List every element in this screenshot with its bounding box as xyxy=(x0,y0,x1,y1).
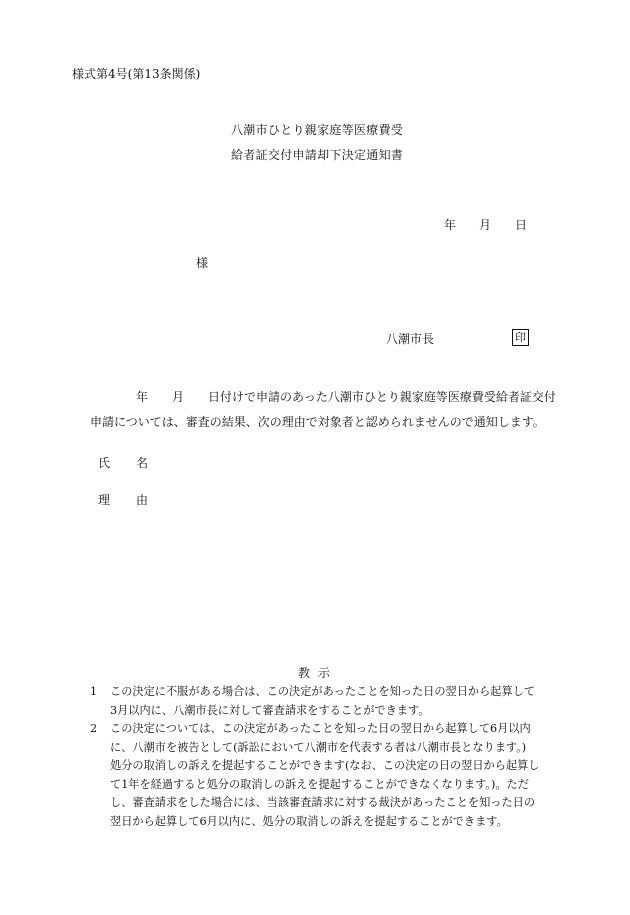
reason-label xyxy=(98,494,148,506)
body-line-2: 申請については、審査の結果、次の理由で対象者と認められませんので通知します。 xyxy=(90,415,545,429)
instruction-item-2-line-2: に、八潮市を被告として(訴訟において八潮市を代表する者は八潮市長となります。) xyxy=(110,740,527,754)
issuer-name: 八潮市長 xyxy=(386,332,435,346)
instruction-title: 教示 xyxy=(298,666,339,680)
document-title-line-2: 給者証交付申請却下決定通知書 xyxy=(231,148,404,162)
instruction-item-1-line-2: 3月以内に、八潮市長に対して審査請求をすることができます。 xyxy=(110,703,430,717)
date-year-label: 年 xyxy=(444,218,457,232)
instruction-item-1-text-1: この決定に不服がある場合は、この決定があったことを知った日の翌日から起算して xyxy=(110,685,536,698)
name-label-char-1: 氏 xyxy=(98,456,111,470)
instruction-item-2-line-1 xyxy=(90,720,540,739)
instruction-item-1-number: 1 xyxy=(90,685,98,698)
body-line-1: 日付けで申請のあった八潮市ひとり親家庭等医療費受給者証交付 xyxy=(208,390,556,404)
addressee-suffix: 様 xyxy=(196,256,209,270)
instruction-item-2-line-4: て1年を経過すると処分の取消しの訴えを提起することができなくなります。)。ただ xyxy=(110,777,529,791)
reason-label-char-1: 理 xyxy=(98,493,111,507)
instruction-item-2-text-1: この決定については、この決定があったことを知った日の翌日から起算して6月以内 xyxy=(110,722,531,735)
date-month-label: 月 xyxy=(479,218,492,232)
seal-mark: 印 xyxy=(512,329,529,346)
body-year-label: 年 xyxy=(136,390,149,404)
instruction-item-1-line-1 xyxy=(90,683,535,702)
instruction-item-2-number: 2 xyxy=(90,722,98,735)
instruction-item-2-line-6: 翌日から起算して6月以内に、処分の取消しの訴えを提起することができます。 xyxy=(110,814,508,828)
instruction-item-1 xyxy=(90,683,535,720)
instruction-item-2-line-5: し、審査請求をした場合には、当該審査請求に対する裁決があったことを知った日の xyxy=(110,796,536,810)
instruction-item-2-line-3: 処分の取消しの訴えを提起することができます(なお、この決定の日の翌日から起算し xyxy=(110,759,540,773)
name-label xyxy=(98,457,148,469)
name-label-char-2: 名 xyxy=(136,456,149,470)
instruction-item-2 xyxy=(90,720,540,832)
form-number: 様式第4号(第13条関係) xyxy=(72,67,201,81)
document-title-line-1: 八潮市ひとり親家庭等医療費受 xyxy=(231,123,404,137)
reason-label-char-2: 由 xyxy=(136,493,149,507)
body-month-label: 月 xyxy=(172,390,185,404)
date-day-label: 日 xyxy=(515,218,528,232)
